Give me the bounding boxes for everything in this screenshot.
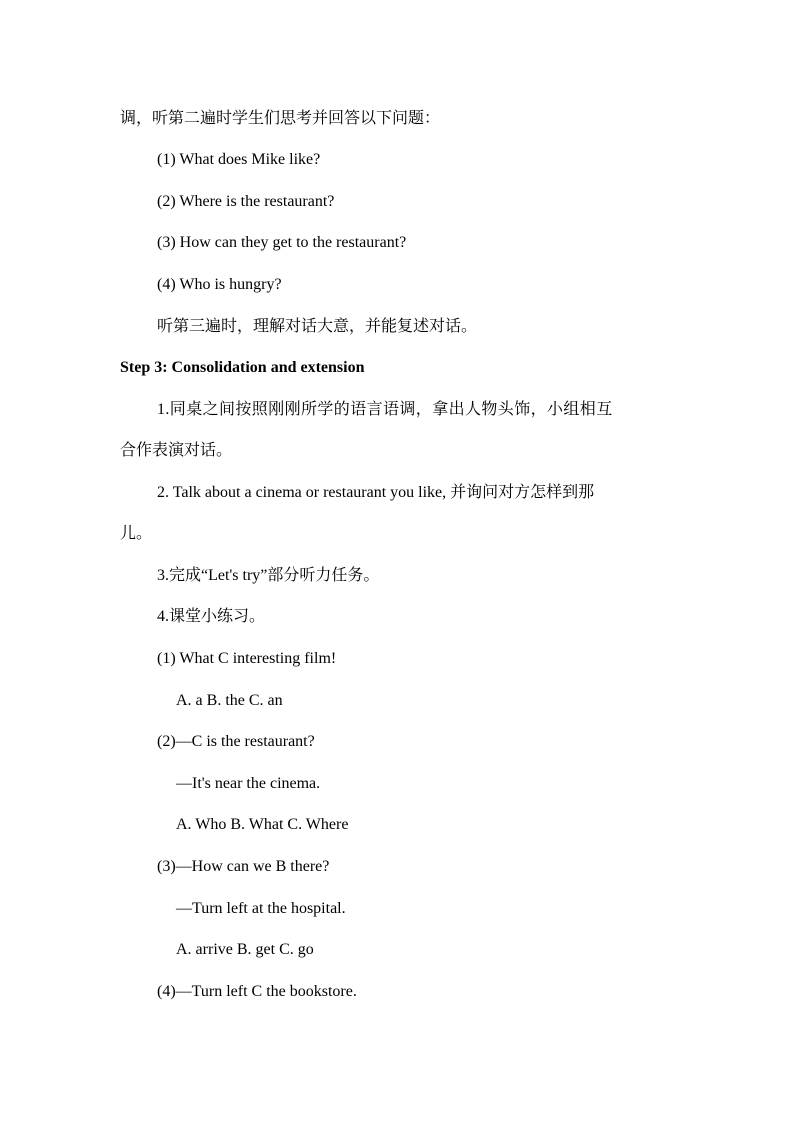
- exercise-2-answer: —It's near the cinema.: [176, 775, 321, 792]
- exercise-2-question: (2)—C is the restaurant?: [157, 733, 315, 750]
- activity-3: 3.完成“Let's try”部分听力任务。: [157, 567, 380, 584]
- question-4: (4) Who is hungry?: [157, 276, 282, 293]
- activity-1-line-1: 1.同桌之间按照刚刚所学的语言语调，拿出人物头饰，小组相互: [157, 401, 613, 418]
- third-listening-text: 听第三遍时，理解对话大意，并能复述对话。: [157, 318, 478, 335]
- activity-2-line-1: 2. Talk about a cinema or restaurant you like, 并询问对方怎样到那: [157, 484, 595, 501]
- exercise-3-options: A. arrive B. get C. go: [176, 941, 314, 958]
- exercise-4-question: (4)—Turn left C the bookstore.: [157, 983, 357, 1000]
- step-3-heading: Step 3: Consolidation and extension: [120, 359, 365, 376]
- activity-2-line-2: 儿。: [120, 525, 153, 542]
- question-1: (1) What does Mike like?: [157, 151, 321, 168]
- activity-4: 4.课堂小练习。: [157, 608, 266, 625]
- intro-second-listening: 调，听第二遍时学生们思考并回答以下问题：: [120, 110, 441, 127]
- activity-1-line-2: 合作表演对话。: [120, 442, 233, 459]
- exercise-1-question: (1) What C interesting film!: [157, 650, 337, 667]
- exercise-3-question: (3)—How can we B there?: [157, 858, 330, 875]
- exercise-2-options: A. Who B. What C. Where: [176, 816, 349, 833]
- question-2: (2) Where is the restaurant?: [157, 193, 335, 210]
- exercise-3-answer: —Turn left at the hospital.: [176, 900, 346, 917]
- question-3: (3) How can they get to the restaurant?: [157, 234, 407, 251]
- exercise-1-options: A. a B. the C. an: [176, 692, 283, 709]
